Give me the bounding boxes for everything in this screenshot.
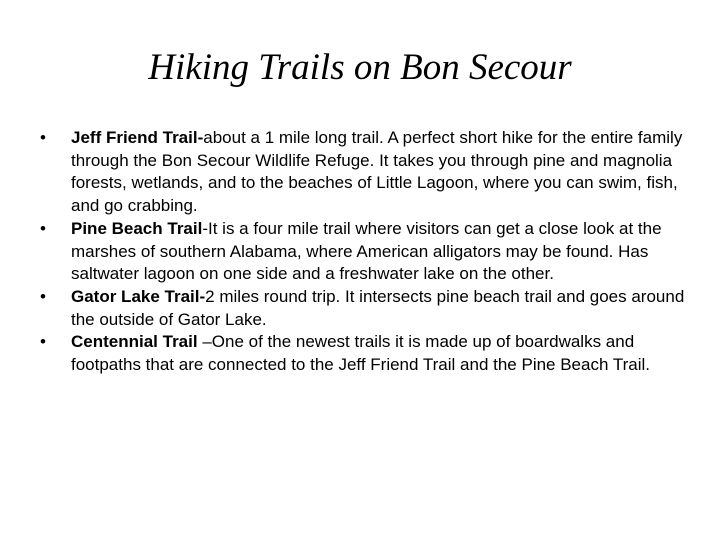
bullet-icon: • — [40, 332, 46, 352]
bullet-list — [0, 127, 720, 377]
bullet-icon: • — [40, 218, 46, 238]
trail-description: –One of the newest trails it is made up of boardwalks and footpaths that are connected to the Jeff Friend Trail and the Pine Beach Trail. — [71, 332, 650, 375]
trail-name: Gator Lake Trail- — [71, 286, 206, 306]
bullet-item-jeff-friend-trail — [0, 127, 720, 218]
bullet-icon: • — [40, 286, 46, 306]
trail-description: 2 miles round trip. It intersects pine beach trail and goes around the outside of Gator Lake. — [71, 286, 685, 329]
bullet-icon: • — [40, 128, 46, 147]
trail-name: Centennial Trail — [71, 332, 203, 352]
trail-name: Jeff Friend Trail- — [71, 128, 204, 147]
slide-title: Hiking Trails on Bon Secour — [148, 47, 572, 88]
trail-description: -It is a four mile trail where visitors can get a close look at the marshes of southern Alabama, where American alligators may be found. Has saltwater lagoon on one side and a freshwater lake on the other. — [71, 218, 662, 284]
bullet-item-centennial-trail — [0, 331, 720, 376]
trail-description: about a 1 mile long trail. A perfect short hike for the entire family through the Bon Secour Wildlife Refuge. It takes you through pine and magnolia forests, wetlands, and to the beaches of Little Lagoon, where you can swim, fish, and go crabbing. — [71, 128, 683, 216]
bullet-item-pine-beach-trail — [0, 218, 720, 286]
trail-name: Pine Beach Trail — [71, 218, 203, 238]
bullet-item-gator-lake-trail — [0, 286, 720, 331]
